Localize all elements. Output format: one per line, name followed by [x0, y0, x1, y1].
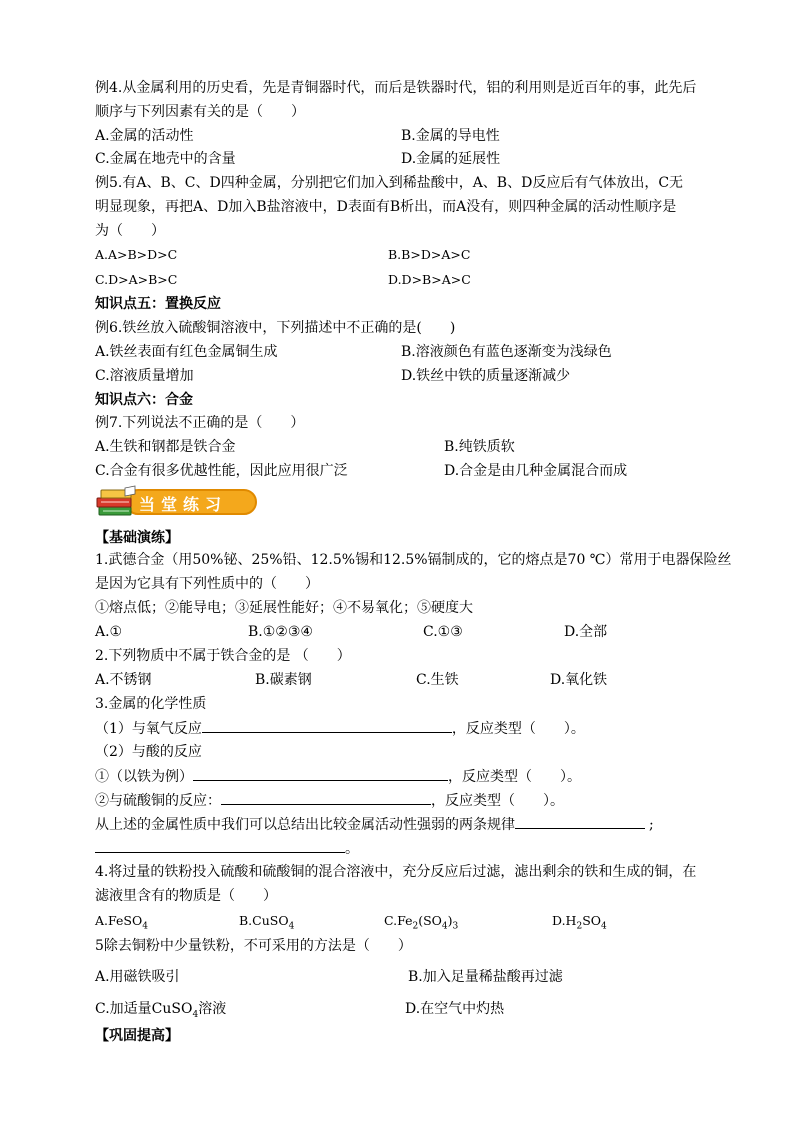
p3-sub5-blank[interactable] — [515, 814, 645, 829]
banner-title: 当堂练习 — [139, 495, 228, 514]
p5-option-c — [95, 999, 226, 1019]
p4-option-c-mid: (SO — [418, 913, 442, 928]
p1-option-a: A.① — [95, 624, 123, 640]
p2-option-b: B.碳素钢 — [255, 672, 312, 688]
ex7-question: 例7.下列说法不正确的是（ ） — [95, 415, 305, 431]
ex5-option-d: D.D>B>A>C — [388, 272, 471, 287]
p1-option-b: B.①②③④ — [248, 624, 313, 640]
p4-question-line2: 滤液里含有的物质是（ ） — [95, 888, 277, 904]
ex5-question-line2: 明显现象，再把A、D加入B盐溶液中，D表面有B析出，而A没有，则四种金属的活动性顺序是 — [95, 199, 677, 215]
p1-question-line2: 是因为它具有下列性质中的（ ） — [95, 576, 319, 592]
p3-sub3 — [95, 766, 581, 787]
ex6-question: 例6.铁丝放入硫酸铜溶液中，下列描述中不正确的是( ) — [95, 320, 456, 336]
p5-option-b: B.加入足量稀盐酸再过滤 — [408, 969, 563, 985]
ex4-option-b: B.金属的导电性 — [401, 128, 500, 144]
p4-option-a-text: A.FeSO — [95, 913, 143, 928]
p3-sub3-type: ，反应类型（ ）。 — [448, 769, 581, 785]
p3-sub3-label: ①（以铁为例） — [95, 769, 193, 785]
p3-sub6 — [95, 838, 359, 859]
basic-practice-heading: 【基础演练】 — [95, 530, 179, 546]
p3-sub2: （2）与酸的反应 — [95, 744, 202, 760]
p4-option-c-text: C.Fe — [384, 913, 413, 928]
p3-sub1-type: ，反应类型（ ）。 — [451, 721, 585, 737]
ex5-option-a: A.A>B>D>C — [95, 247, 178, 262]
p5-option-c-suffix: 溶液 — [198, 1001, 227, 1017]
p4-option-c-end: ) — [447, 913, 453, 928]
p3-sub1-blank[interactable] — [202, 718, 452, 733]
p4-option-b-text: B.CuSO — [239, 913, 289, 928]
p5-option-a: A.用磁铁吸引 — [95, 969, 180, 985]
p4-option-d-sub1: 2 — [576, 921, 583, 932]
p4-option-c — [384, 911, 458, 931]
p5-question: 5除去铜粉中少量铁粉，不可采用的方法是（ ） — [95, 938, 412, 954]
p3-sub4 — [95, 790, 564, 811]
ex5-option-b: B.B>D>A>C — [388, 247, 471, 262]
p3-question: 3.金属的化学性质 — [95, 696, 207, 712]
ex5-option-c: C.D>A>B>C — [95, 272, 178, 287]
p4-option-c-sub3: 3 — [452, 921, 459, 932]
p5-option-c-text: C.加适量CuSO — [95, 1001, 193, 1017]
ex7-option-d: D.合金是由几种金属混合而成 — [444, 463, 628, 479]
p2-question: 2.下列物质中不属于铁合金的是 （ ） — [95, 648, 351, 664]
ex4-option-c: C.金属在地壳中的含量 — [95, 151, 236, 167]
p4-option-c-sub1: 2 — [412, 921, 419, 932]
knowledge-point-5-heading: 知识点五：置换反应 — [95, 296, 221, 312]
ex4-question-line2: 顺序与下列因素有关的是（ ） — [95, 104, 305, 120]
ex6-option-a: A.铁丝表面有红色金属铜生成 — [95, 344, 278, 360]
p2-option-c: C.生铁 — [416, 672, 459, 688]
p2-option-d: D.氧化铁 — [550, 672, 608, 688]
book-stack-icon — [95, 485, 139, 519]
p3-sub6-end: 。 — [345, 841, 359, 857]
p4-option-d-text: D.H — [552, 913, 577, 928]
p5-option-d: D.在空气中灼热 — [405, 1001, 505, 1017]
ex7-option-b: B.纯铁质软 — [444, 439, 515, 455]
ex4-question-line1: 例4.从金属利用的历史看，先是青铜器时代，而后是铁器时代，铝的利用则是近百年的事，此先后 — [95, 80, 697, 96]
p3-sub5-label: 从上述的金属性质中我们可以总结出比较金属活动性强弱的两条规律 — [95, 817, 515, 833]
p4-option-d-mid: SO — [582, 913, 601, 928]
p3-sub5-sep: ; — [649, 817, 654, 833]
p4-option-d-sub2: 4 — [601, 921, 607, 932]
practice-banner — [95, 486, 259, 518]
p3-sub4-blank[interactable] — [221, 790, 431, 805]
p3-sub4-type: ，反应类型（ ）。 — [431, 793, 564, 809]
ex6-option-d: D.铁丝中铁的质量逐渐减少 — [401, 368, 571, 384]
p3-sub6-blank[interactable] — [95, 838, 345, 853]
p2-option-a: A.不锈钢 — [95, 672, 152, 688]
p4-option-a-sub: 4 — [142, 921, 148, 932]
p4-option-d — [552, 911, 607, 931]
p4-question-line1: 4.将过量的铁粉投入硫酸和硫酸铜的混合溶液中，充分反应后过滤，滤出剩余的铁和生成的铜，在 — [95, 864, 697, 880]
p3-sub5 — [95, 814, 654, 835]
advanced-practice-heading: 【巩固提高】 — [95, 1028, 179, 1044]
ex5-question-line3: 为（ ） — [95, 223, 165, 239]
p3-sub1-label: （1）与氧气反应 — [95, 721, 202, 737]
p4-option-b-sub: 4 — [288, 921, 295, 932]
p1-properties: ①熔点低；②能导电；③延展性能好；④不易氧化；⑤硬度大 — [95, 600, 473, 616]
p3-sub1 — [95, 718, 585, 739]
p1-option-c: C.①③ — [423, 624, 463, 640]
ex7-option-a: A.生铁和钢都是铁合金 — [95, 439, 236, 455]
ex6-option-c: C.溶液质量增加 — [95, 368, 194, 384]
knowledge-point-6-heading: 知识点六：合金 — [95, 392, 193, 408]
p4-option-c-sub2: 4 — [441, 921, 448, 932]
ex5-question-line1: 例5.有A、B、C、D四种金属，分别把它们加入到稀盐酸中，A、B、D反应后有气体放出，C无 — [95, 175, 684, 191]
p1-option-d: D.全部 — [564, 624, 608, 640]
ex4-option-a: A.金属的活动性 — [95, 128, 194, 144]
p4-option-b — [239, 911, 294, 931]
ex4-option-d: D.金属的延展性 — [401, 151, 501, 167]
p4-option-a — [95, 911, 148, 931]
p3-sub3-blank[interactable] — [193, 766, 448, 781]
p1-question-line1: 1.武德合金（用50%铋、25%铅、12.5%锡和12.5%镉制成的，它的熔点是70 ℃）常用于电器保险丝 — [95, 552, 732, 568]
ex7-option-c: C.合金有很多优越性能，因此应用很广泛 — [95, 463, 348, 479]
ex6-option-b: B.溶液颜色有蓝色逐渐变为浅绿色 — [401, 344, 612, 360]
p5-option-c-sub: 4 — [192, 1009, 199, 1020]
p3-sub4-label: ②与硫酸铜的反应： — [95, 793, 221, 809]
